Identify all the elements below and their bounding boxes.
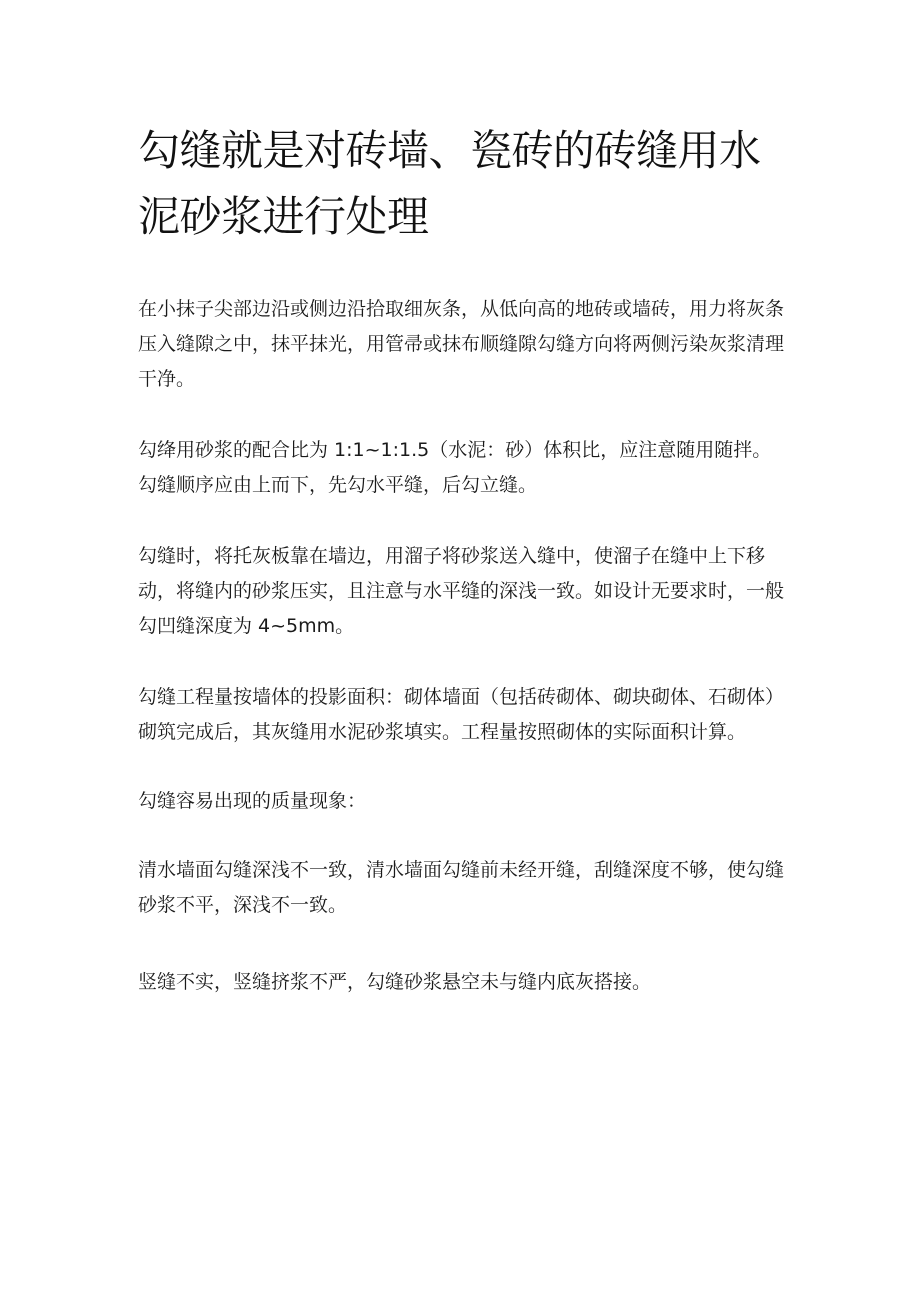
paragraph-quality-issues-heading: 勾缝容易出现的质量现象： bbox=[138, 790, 367, 812]
paragraph-vertical-joint-issue: 竖缝不实，竖缝挤浆不严，勾缝砂浆悬空未与缝内底灰搭接。 bbox=[138, 971, 652, 993]
document-title: 勾缝就是对砖墙、瓷砖的砖缝用水泥砂浆进行处理 bbox=[138, 126, 761, 241]
paragraph-pointing-method: 在小抹子尖部边沿或侧边沿拾取细灰条，从低向高的地砖或墙砖，用力将灰条压入缝隙之中，抹平抹光，用管帚或抹布顺缝隙勾缝方向将两侧污染灰浆清理干净。 bbox=[138, 298, 785, 390]
paragraph-pointing-procedure: 勾缝时，将托灰板靠在墙边，用溜子将砂浆送入缝中，使溜子在缝中上下移动，将缝内的砂浆压实，且注意与水平缝的深浅一致。如设计无要求时，一般勾凹缝深度为 4~5mm。 bbox=[138, 545, 785, 637]
paragraph-mortar-ratio: 勾绛用砂浆的配合比为 1:1~1:1.5（水泥：砂）体积比，应注意随用随拌。勾缝顺序应由上而下，先勾水平缝，后勾立缝。 bbox=[138, 439, 772, 496]
paragraph-quantity-calculation: 勾缝工程量按墙体的投影面积：砌体墙面（包括砖砌体、砌块砌体、石砌体）砌筑完成后，其灰缝用水泥砂浆填实。工程量按照砌体的实际面积计算。 bbox=[138, 686, 785, 743]
paragraph-uneven-depth-issue: 清水墙面勾缝深浅不一致，清水墙面勾缝前未经开缝，刮缝深度不够，使勾缝砂浆不平，深浅不一致。 bbox=[138, 859, 785, 916]
